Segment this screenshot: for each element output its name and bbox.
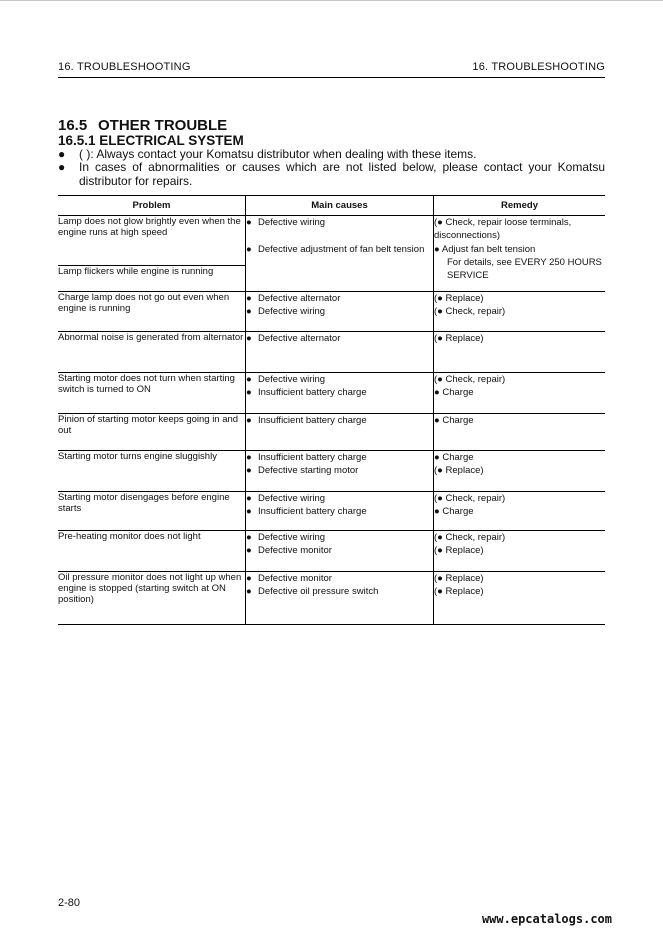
remedy-item: (● Replace) — [434, 586, 484, 598]
cause-item: ● Defective adjustment of fan belt tension — [246, 243, 425, 255]
table-row — [58, 492, 605, 531]
column-header-causes: Main causes — [246, 196, 434, 216]
remedy-cell — [434, 332, 606, 373]
note-text: In cases of abnormalities or causes which are not listed below, please contact your Komatsu distributor for repairs. — [79, 160, 605, 188]
remedy-item: (● Check, repair) — [434, 493, 506, 504]
problem-cell: Pre-heating monitor does not light — [58, 531, 246, 572]
table-row — [58, 414, 605, 451]
cause-item: ● Defective monitor — [246, 545, 332, 557]
causes-cell — [246, 492, 434, 531]
remedy-item: For details, see EVERY 250 HOURS SERVICE — [447, 256, 602, 282]
problem-cell: Abnormal noise is generated from alternator — [58, 332, 246, 373]
table-row — [58, 373, 605, 414]
troubleshooting-table — [58, 195, 605, 625]
remedy-cell — [434, 373, 606, 414]
cause-item: ● Insufficient battery charge — [246, 387, 367, 399]
cause-item: ● Defective alternator — [246, 293, 341, 304]
section-heading — [58, 117, 227, 134]
remedy-item: (● Check, repair) — [434, 374, 506, 385]
remedy-cell — [434, 531, 606, 572]
problem-cell: Starting motor does not turn when starting switch is turned to ON — [58, 373, 246, 414]
remedy-item: ● Charge — [434, 452, 474, 463]
problem-cell: Lamp does not glow brightly even when the engine runs at high speed — [58, 216, 246, 266]
cause-item: ● Insufficient battery charge — [246, 452, 367, 463]
remedy-item: (● Replace) — [434, 573, 484, 584]
problem-cell: Pinion of starting motor keeps going in and out — [58, 414, 246, 451]
remedy-item: (● Replace) — [434, 545, 484, 557]
header-right-title: 16. TROUBLESHOOTING — [472, 61, 605, 73]
remedy-cell — [434, 572, 606, 625]
cause-item: ● Insufficient battery charge — [246, 415, 367, 426]
table-row — [58, 572, 605, 625]
column-header-remedy: Remedy — [434, 196, 606, 216]
cause-item: ● Defective wiring — [246, 493, 326, 504]
remedy-item: ● Charge — [434, 506, 474, 518]
table-row — [58, 531, 605, 572]
causes-cell — [246, 572, 434, 625]
subsection-heading: 16.5.1 ELECTRICAL SYSTEM — [58, 133, 244, 148]
page-header — [58, 61, 605, 78]
cause-item: ● Defective wiring — [246, 217, 326, 228]
remedy-item: (● Replace) — [434, 333, 484, 344]
remedy-item: (● Replace) — [434, 465, 484, 477]
cause-item: ● Insufficient battery charge — [246, 506, 367, 518]
cause-item: ● Defective starting motor — [246, 465, 359, 477]
problem-cell: Starting motor turns engine sluggishly — [58, 451, 246, 492]
remedy-cell — [434, 414, 606, 451]
cause-item: ● Defective oil pressure switch — [246, 586, 379, 598]
causes-cell — [246, 531, 434, 572]
watermark-link[interactable]: www.epcatalogs.com — [481, 912, 612, 926]
table-row — [58, 292, 605, 332]
causes-cell — [246, 292, 434, 332]
bullet-icon: ● — [58, 160, 66, 174]
remedy-item: (● Check, repair loose terminals, disconnections) — [434, 217, 572, 242]
top-border-line — [0, 0, 663, 1]
section-number: 16.5 — [58, 117, 88, 134]
problem-cell: Charge lamp does not go out even when engine is running — [58, 292, 246, 332]
causes-cell — [246, 414, 434, 451]
section-title: OTHER TROUBLE — [98, 117, 228, 134]
cause-item: ● Defective wiring — [246, 374, 326, 385]
causes-cell — [246, 373, 434, 414]
table-row — [58, 332, 605, 373]
causes-cell — [246, 332, 434, 373]
header-left-title: 16. TROUBLESHOOTING — [58, 61, 191, 73]
remedy-item: (● Check, repair) — [434, 306, 506, 318]
remedy-cell — [434, 216, 606, 292]
cause-item: ● Defective monitor — [246, 573, 332, 584]
problem-cell: Lamp flickers while engine is running — [58, 266, 246, 292]
table-row — [58, 216, 605, 266]
causes-cell — [246, 216, 434, 292]
remedy-cell — [434, 492, 606, 531]
problem-cell: Oil pressure monitor does not light up when engine is stopped (starting switch at ON position) — [58, 572, 246, 625]
table-row — [58, 451, 605, 492]
remedy-item: (● Check, repair) — [434, 532, 506, 543]
remedy-item: ● Adjust fan belt tension — [434, 243, 536, 255]
column-header-problem: Problem — [58, 196, 246, 216]
cause-item: ● Defective wiring — [246, 532, 326, 543]
remedy-item: ● Charge — [434, 387, 474, 399]
causes-cell — [246, 451, 434, 492]
table-header-row — [58, 196, 605, 216]
remedy-item: ● Charge — [434, 415, 474, 426]
remedy-cell — [434, 292, 606, 332]
note-text: ( ): Always contact your Komatsu distributor when dealing with these items. — [79, 147, 477, 161]
cause-item: ● Defective alternator — [246, 333, 341, 344]
page-number: 2-80 — [58, 897, 81, 909]
cause-item: ● Defective wiring — [246, 306, 326, 318]
problem-cell: Starting motor disengages before engine starts — [58, 492, 246, 531]
remedy-cell — [434, 451, 606, 492]
bullet-icon: ● — [58, 147, 66, 161]
remedy-item: (● Replace) — [434, 293, 484, 304]
